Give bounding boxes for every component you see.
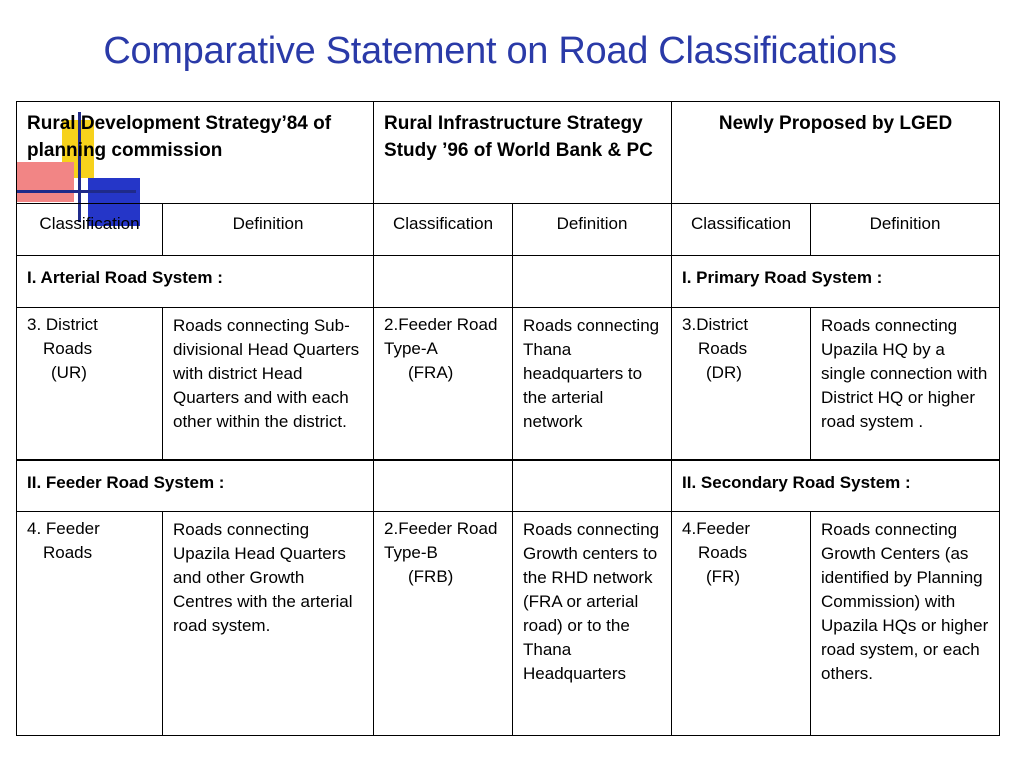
section-feeder-road-system: II. Feeder Road System : bbox=[17, 460, 374, 512]
subheader-definition-2: Definition bbox=[513, 204, 672, 256]
definition-feeder-roads: Roads connecting Upazila Head Quarters and other Growth Centres with the arterial road system. bbox=[163, 512, 374, 736]
classification-feeder-type-b bbox=[374, 512, 513, 736]
classification-line: (FRB) bbox=[408, 567, 454, 586]
subheader-classification-3: Classification bbox=[672, 204, 811, 256]
table-row bbox=[17, 512, 1000, 736]
classification-line: 4. Feeder bbox=[27, 519, 100, 538]
subheader-definition-3: Definition bbox=[811, 204, 1000, 256]
definition-lged-feeder-roads: Roads connecting Growth Centers (as identified by Planning Commission) with Upazila HQs or higher road system, or each others. bbox=[811, 512, 1000, 736]
definition-feeder-type-a: Roads connecting Thana headquarters to the arterial network bbox=[513, 308, 672, 460]
classification-line: Roads bbox=[43, 339, 93, 358]
classification-line: 2.Feeder Road Type-B bbox=[384, 519, 498, 562]
header-rural-infrastructure: Rural Infrastructure Strategy Study ’96 of World Bank & PC bbox=[374, 102, 672, 204]
section-empty-cell bbox=[513, 460, 672, 512]
classification-line: (UR) bbox=[51, 363, 87, 382]
section-empty-cell bbox=[374, 460, 513, 512]
section-empty-cell bbox=[513, 256, 672, 308]
classification-line: (DR) bbox=[706, 363, 742, 382]
subheader-classification-1: Classification bbox=[17, 204, 163, 256]
subheader-classification-2: Classification bbox=[374, 204, 513, 256]
classification-lged-district-roads bbox=[672, 308, 811, 460]
classification-feeder-type-a bbox=[374, 308, 513, 460]
classification-line: 3.District bbox=[682, 315, 749, 334]
section-row-1 bbox=[17, 256, 1000, 308]
page-title: Comparative Statement on Road Classifications bbox=[103, 30, 897, 72]
subheader-definition-1: Definition bbox=[163, 204, 374, 256]
classification-line: (FRA) bbox=[408, 363, 454, 382]
section-empty-cell bbox=[374, 256, 513, 308]
section-primary-road-system: I. Primary Road System : bbox=[672, 256, 1000, 308]
header-row bbox=[17, 102, 1000, 204]
classification-line: Roads bbox=[698, 339, 748, 358]
classification-line: 4.Feeder bbox=[682, 519, 751, 538]
classification-feeder-roads bbox=[17, 512, 163, 736]
section-row-2 bbox=[17, 460, 1000, 512]
definition-district-roads: Roads connecting Sub-divisional Head Quarters with district Head Quarters and with each other within the district. bbox=[163, 308, 374, 460]
classification-line: 2.Feeder Road Type-A bbox=[384, 315, 498, 358]
subheader-row bbox=[17, 204, 1000, 256]
classification-line: (FR) bbox=[706, 567, 740, 586]
header-rural-development: Rural Development Strategy’84 of planning commission bbox=[17, 102, 374, 204]
section-arterial-road-system: I. Arterial Road System : bbox=[17, 256, 374, 308]
comparison-table bbox=[16, 101, 1000, 736]
classification-lged-feeder-roads bbox=[672, 512, 811, 736]
classification-line: 3. District bbox=[27, 315, 98, 334]
section-secondary-road-system: II. Secondary Road System : bbox=[672, 460, 1000, 512]
definition-lged-district-roads: Roads connecting Upazila HQ by a single connection with District HQ or higher road system . bbox=[811, 308, 1000, 460]
table-row bbox=[17, 308, 1000, 460]
classification-line: Roads bbox=[43, 543, 93, 562]
definition-feeder-type-b: Roads connecting Growth centers to the RHD network (FRA or arterial road) or to the Thana Headquarters bbox=[513, 512, 672, 736]
classification-district-roads bbox=[17, 308, 163, 460]
header-lged: Newly Proposed by LGED bbox=[672, 102, 1000, 204]
classification-line: Roads bbox=[698, 543, 748, 562]
